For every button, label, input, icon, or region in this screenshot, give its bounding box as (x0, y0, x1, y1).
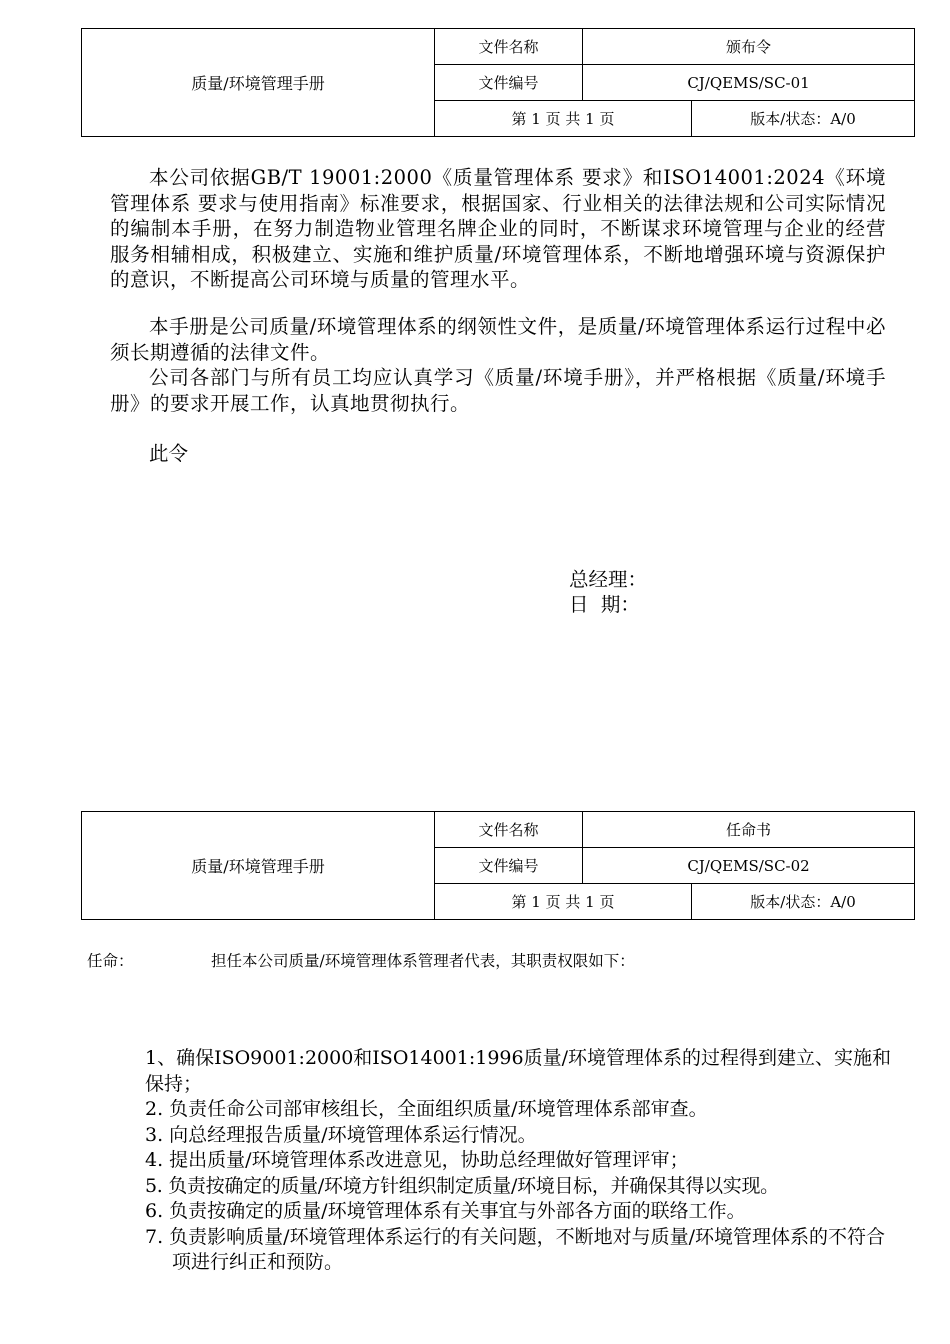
doc-code-label: 文件编号 (435, 848, 583, 884)
version-status: 版本/状态：A/0 (692, 101, 915, 137)
doc-name-value: 颁布令 (583, 29, 915, 65)
doc-name-value: 任命书 (583, 812, 915, 848)
duty-item: 2. 负责任命公司部审核组长，全面组织质量/环境管理体系部审查。 (145, 1098, 708, 1120)
duty-item: 6. 负责按确定的质量/环境管理体系有关事宜与外部各方面的联络工作。 (145, 1200, 746, 1222)
duty-item: 3. 向总经理报告质量/环境管理体系运行情况。 (145, 1123, 537, 1146)
version-status: 版本/状态：A/0 (692, 884, 915, 920)
document-header-2 (81, 811, 915, 920)
duties-list (145, 1046, 907, 1276)
doc-code-value: CJ/QEMS/SC-01 (583, 65, 915, 101)
decree-paragraph-1: 本公司依据GB/T 19001:2000《质量管理体系 要求》和ISO14001:2024《环境管理体系 要求与使用指南》标准要求，根据国家、行业相关的法律法规和公司实际情况的编制本手册，在努力制造物业管理名牌企业的同时，不断谋求环境管理与企业的经营服务相辅相成，积极建立、实施和维护质量/环境管理体系，不断地增强环境与资源保护的意识，不断提高公司环境与质量的管理水平。 (110, 166, 886, 291)
manual-title: 质量/环境管理手册 (82, 29, 435, 137)
duty-item: 7. 负责影响质量/环境管理体系运行的有关问题，不断地对与质量/环境管理体系的不符合项进行纠正和预防。 (145, 1225, 885, 1273)
page-info: 第 1 页 共 1 页 (435, 101, 692, 137)
duty-item: 4. 提出质量/环境管理体系改进意见，协助总经理做好管理评审； (145, 1149, 689, 1171)
appointment-text: 担任本公司质量/环境管理体系管理者代表，其职责权限如下： (211, 952, 635, 970)
doc-code-label: 文件编号 (435, 65, 583, 101)
appointment-label: 任命： (87, 952, 134, 970)
doc-code-value: CJ/QEMS/SC-02 (583, 848, 915, 884)
date-label: 日 期： (569, 593, 640, 616)
doc-name-label: 文件名称 (435, 29, 583, 65)
document-header-1 (81, 28, 915, 137)
decree-paragraph-2: 本手册是公司质量/环境管理体系的纲领性文件，是质量/环境管理体系运行过程中必须长期遵循的法律文件。 (110, 315, 886, 364)
doc-name-label: 文件名称 (435, 812, 583, 848)
decree-paragraph-3: 公司各部门与所有员工均应认真学习《质量/环境手册》，并严格根据《质量/环境手册》的要求开展工作，认真地贯彻执行。 (110, 366, 886, 415)
page-info: 第 1 页 共 1 页 (435, 884, 692, 920)
decree-closing: 此令 (149, 442, 189, 465)
duty-item: 5. 负责按确定的质量/环境方针组织制定质量/环境目标，并确保其得以实现。 (145, 1174, 779, 1197)
manual-title: 质量/环境管理手册 (82, 812, 435, 920)
duty-item: 1、确保ISO9001:2000和ISO14001:1996质量/环境管理体系的过程得到建立、实施和保持； (145, 1047, 891, 1095)
general-manager-label: 总经理： (569, 568, 648, 591)
